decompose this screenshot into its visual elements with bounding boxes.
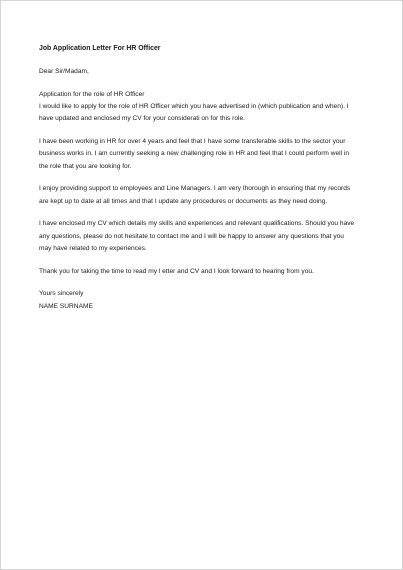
paragraph-cv	[39, 218, 374, 255]
paragraph-line: any questions, please do not hesitate to contact me and I will be happy to answer any questions that you	[39, 232, 344, 240]
paragraph-line: I have enclosed my CV which details my skills and experiences and relevant qualifications. Should you have	[39, 220, 355, 228]
paragraph-line: business works in. I am currently seeking a new challenging role in HR and feel that I could perform well in	[39, 150, 350, 158]
paragraph-experience	[39, 136, 374, 173]
paragraph-application	[39, 89, 374, 126]
paragraph-thanks	[39, 266, 374, 278]
paragraph-line: Application for the role of HR Officer	[39, 90, 145, 98]
paragraph-line: the role that you are looking for.	[39, 162, 132, 170]
paragraph-support	[39, 183, 374, 208]
salutation: Dear Sir/Madam,	[39, 67, 89, 75]
letter-body	[39, 43, 374, 313]
signature-name: NAME SURNAME	[39, 302, 93, 310]
paragraph-line: have updated and enclosed my CV for your considerati on for this role.	[39, 115, 245, 123]
paragraph-line: I enjoy providing support to employees and Line Managers. I am very thorough in ensuring that my records	[39, 185, 351, 193]
closing: Yours sincerely	[39, 290, 84, 298]
paragraph-line: may have related to my experiences.	[39, 245, 147, 253]
paragraph-line: Thank you for taking the time to read my l etter and CV and I look forward to hearing from you.	[39, 267, 314, 275]
paragraph-line: are kept up to date at all times and that I update any procedures or documents as they need doing.	[39, 197, 328, 205]
paragraph-line: I would like to apply for the role of HR Officer which you have advertised in (which publication and when). I	[39, 102, 349, 110]
paragraph-line: I have been working in HR for over 4 years and feel that I have some transferable skills to the sector your	[39, 137, 346, 145]
document-title: Job Application Letter For HR Officer	[39, 45, 161, 52]
